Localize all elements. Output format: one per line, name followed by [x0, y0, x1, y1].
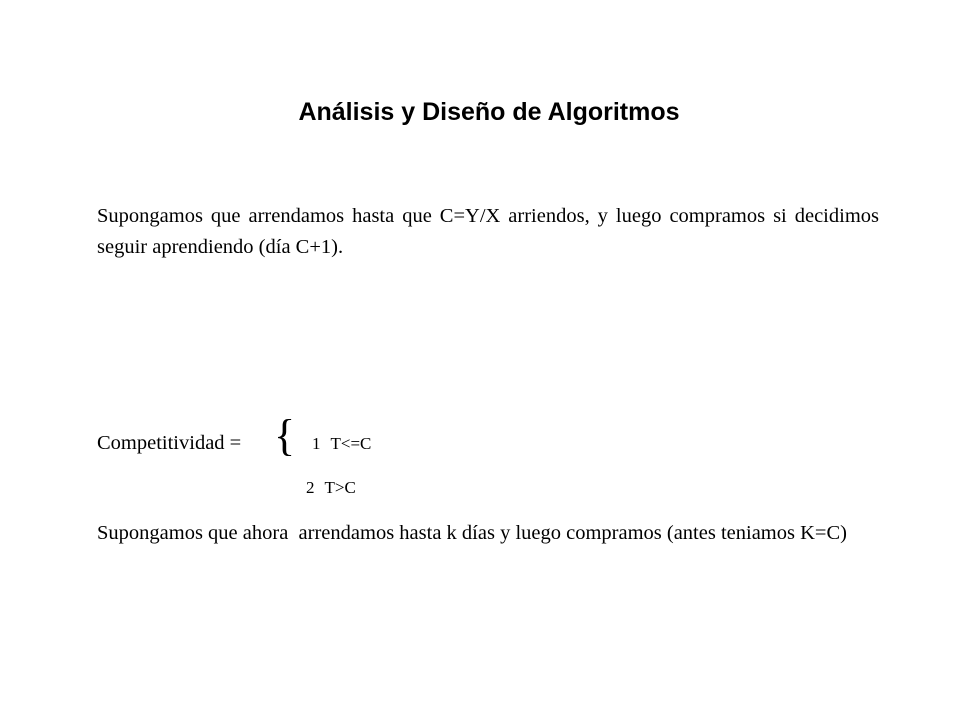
case-condition: T>C	[324, 478, 356, 497]
paragraph-rent-until-c: Supongamos que arrendamos hasta que C=Y/X arriendos, y luego compramos si decidimos seguir aprendiendo (día C+1).	[97, 205, 879, 258]
competitividad-label: Competitividad =	[97, 432, 242, 454]
slide-title: Análisis y Diseño de Algoritmos	[298, 98, 680, 126]
case-value: 1	[312, 434, 321, 453]
case-row-1	[312, 434, 371, 454]
case-value: 2	[306, 478, 315, 497]
case-row-2	[306, 478, 356, 498]
left-brace: {	[274, 411, 296, 460]
paragraph-rent-until-k: Supongamos que ahora arrendamos hasta k días y luego compramos (antes teniamos K=C)	[97, 522, 847, 544]
case-condition: T<=C	[330, 434, 372, 453]
